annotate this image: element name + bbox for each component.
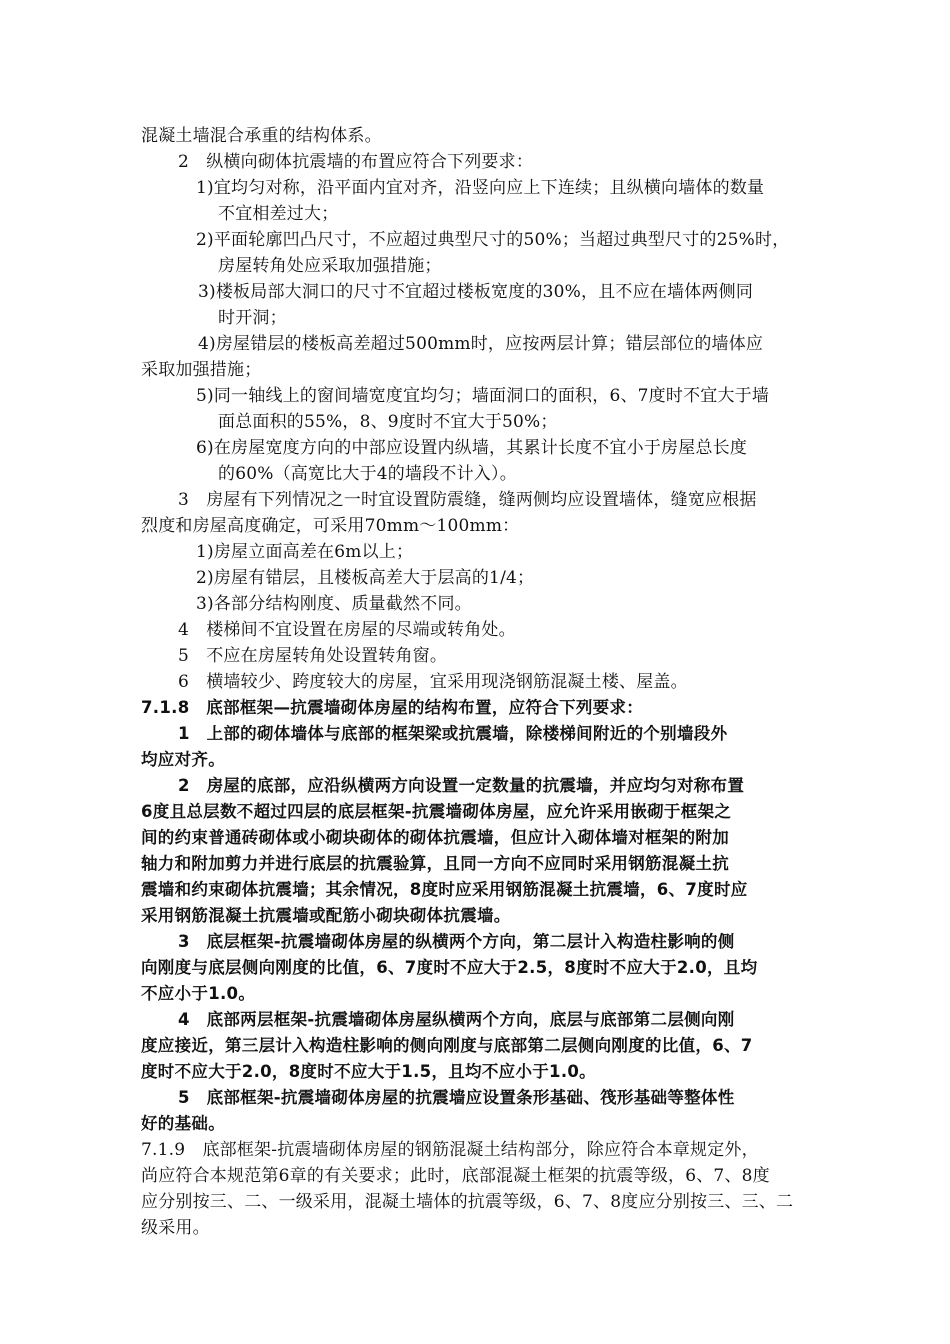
text-line: 均应对齐。 [141, 750, 225, 769]
text-line: 尚应符合本规范第6章的有关要求；此时，底部混凝土框架的抗震等级，6、7、8度 [141, 1166, 770, 1186]
item-2-heading: 2 纵横向砌体抗震墙的布置应符合下列要求： [178, 152, 534, 172]
text-line: 轴力和附加剪力并进行底层的抗震验算，且同一方向不应同时采用钢筋混凝土抗 [141, 854, 729, 873]
text-line: 烈度和房屋高度确定，可采用70mm～100mm： [141, 516, 520, 536]
text-line: 混凝土墙混合承重的结构体系。 [141, 126, 382, 146]
clause-5: 5 底部框架-抗震墙砌体房屋的抗震墙应设置条形基础、筏形基础等整体性 [178, 1088, 735, 1107]
text-line: 6度且总层数不超过四层的底层框架-抗震墙砌体房屋，应允许采用嵌砌于框架之 [141, 802, 732, 821]
text-line: 间的约束普通砖砌体或小砌块砌体的砌体抗震墙，但应计入砌体墙对框架的附加 [141, 828, 729, 847]
text-line: 度时不应大于2.0，8度时不应大于1.5，且均不应小于1.0。 [141, 1062, 596, 1081]
text-line: 不应小于1.0。 [141, 984, 256, 1003]
text-line: 时开洞； [218, 308, 287, 328]
text-line: 不宜相差过大； [218, 204, 339, 224]
text-line: 向刚度与底层侧向刚度的比值，6、7度时不应大于2.5，8度时不应大于2.0，且均 [141, 958, 758, 977]
item-5: 5 不应在房屋转角处设置转角窗。 [178, 646, 448, 666]
clause-4: 4 底部两层框架-抗震墙砌体房屋纵横两个方向，底层与底部第二层侧向刚 [178, 1010, 735, 1029]
text-line: 的60%（高宽比大于4的墙段不计入）。 [218, 464, 517, 484]
sub-item-3: 3)各部分结构刚度、质量截然不同。 [196, 594, 472, 614]
text-line: 好的基础。 [141, 1114, 225, 1133]
text-line: 震墙和约束砌体抗震墙；其余情况，8度时应采用钢筋混凝土抗震墙，6、7度时应 [141, 880, 748, 899]
sub-item-3: 3)楼板局部大洞口的尺寸不宜超过楼板宽度的30%，且不应在墙体两侧同 [198, 282, 754, 302]
text-line: 度应接近，第三层计入构造柱影响的侧向刚度与底部第二层侧向刚度的比值，6、7 [141, 1036, 753, 1055]
clause-1: 1 上部的砌体墙体与底部的框架梁或抗震墙，除楼梯间附近的个别墙段外 [178, 724, 728, 743]
item-3-heading: 3 房屋有下列情况之一时宜设置防震缝，缝两侧均应设置墙体，缝宽应根据 [178, 490, 757, 510]
clause-3: 3 底层框架-抗震墙砌体房屋的纵横两个方向，第二层计入构造柱影响的侧 [178, 932, 735, 951]
sub-item-5: 5)同一轴线上的窗间墙宽度宜均匀；墙面洞口的面积，6、7度时不宜大于墙 [196, 386, 770, 406]
sub-item-1: 1)房屋立面高差在6m以上； [196, 542, 414, 562]
text-line: 级采用。 [141, 1218, 210, 1238]
sub-item-4: 4)房屋错层的楼板高差超过500mm时，应按两层计算；错层部位的墙体应 [198, 334, 764, 354]
section-7-1-9-heading: 7.1.9 底部框架-抗震墙砌体房屋的钢筋混凝土结构部分，除应符合本章规定外， [141, 1140, 759, 1160]
item-6: 6 横墙较少、跨度较大的房屋，宜采用现浇钢筋混凝土楼、屋盖。 [178, 672, 688, 692]
text-line: 采取加强措施； [141, 360, 262, 380]
clause-2: 2 房屋的底部，应沿纵横两方向设置一定数量的抗震墙，并应均匀对称布置 [178, 776, 745, 795]
sub-item-6: 6)在房屋宽度方向的中部应设置内纵墙，其累计长度不宜小于房屋总长度 [196, 438, 748, 458]
sub-item-2: 2)房屋有错层，且楼板高差大于层高的1/4； [196, 568, 535, 588]
text-line: 采用钢筋混凝土抗震墙或配筋小砌块砌体抗震墙。 [141, 906, 511, 925]
sub-item-1: 1)宜均匀对称，沿平面内宜对齐，沿竖向应上下连续；且纵横向墙体的数量 [196, 178, 765, 198]
text-line: 应分别按三、二、一级采用，混凝土墙体的抗震等级，6、7、8度应分别按三、三、二 [141, 1192, 794, 1212]
sub-item-2: 2)平面轮廓凹凸尺寸，不应超过典型尺寸的50%；当超过典型尺寸的25%时， [196, 230, 790, 250]
text-line: 房屋转角处应采取加强措施； [218, 256, 442, 276]
item-4: 4 楼梯间不宜设置在房屋的尽端或转角处。 [178, 620, 516, 640]
section-7-1-8-heading: 7.1.8 底部框架—抗震墙砌体房屋的结构布置，应符合下列要求： [141, 698, 644, 717]
text-line: 面总面积的55%，8、9度时不宜大于50%； [218, 412, 558, 432]
